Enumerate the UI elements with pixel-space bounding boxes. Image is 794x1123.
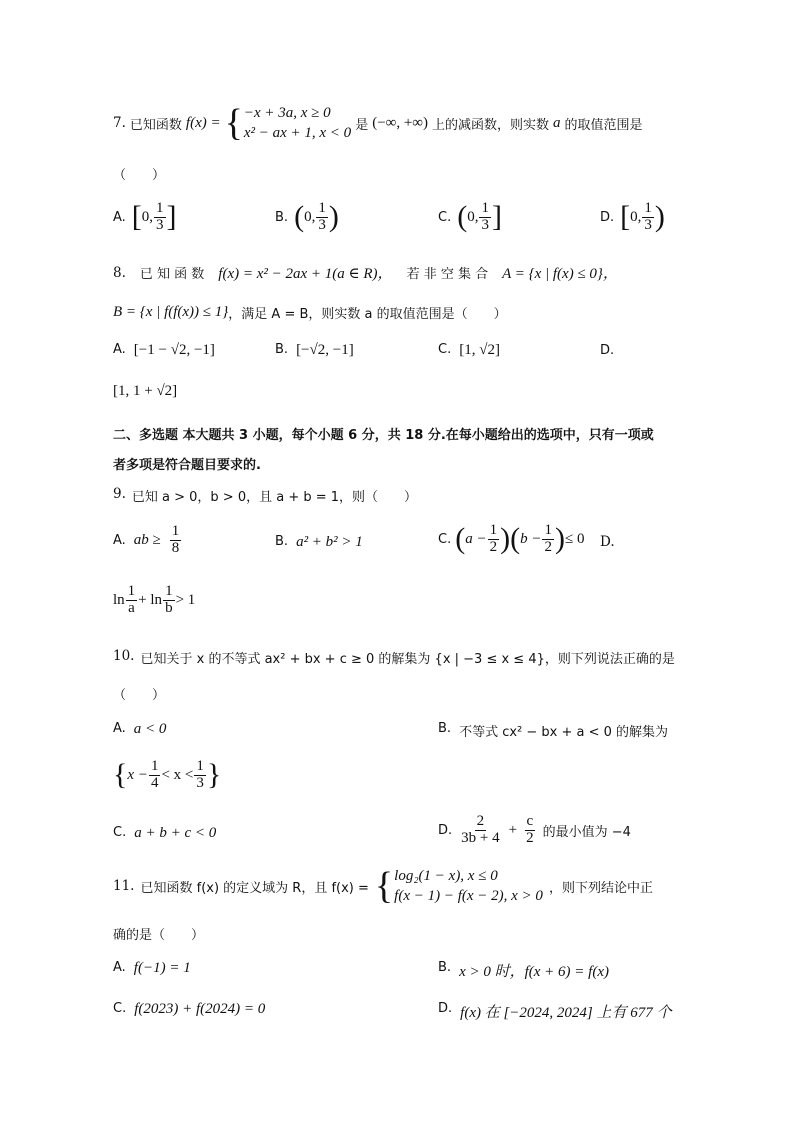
q8-option-c: C. [1, √2]: [438, 342, 500, 358]
q8-set-b: B = {x | f(f(x)) ≤ 1}: [113, 304, 229, 320]
section-2-line1: 二、多选题 本大题共 3 小题，每个小题 6 分，共 18 分.在每小题给出的选项中，只有一项或: [113, 428, 654, 443]
q9-option-d: ln $\frac{1}{a}$ + ln $\frac{1}{b}$ > 1: [113, 583, 196, 616]
q7-paren: （ ）: [113, 168, 166, 183]
q11-case1: log₂(1 − x), x ≤ 0: [394, 868, 498, 884]
q11-stem-line2: 确的是（ ）: [113, 928, 205, 943]
q7-case1: −x + 3a, x ≥ 0: [243, 105, 331, 121]
q7-tail2: 的取值范围是: [564, 117, 643, 133]
q8-set-a: A = {x | f(x) ≤ 0}，: [502, 266, 618, 282]
q8-option-b: B. [−√2, −1]: [275, 342, 354, 358]
q8-number: 8.: [113, 264, 126, 281]
q10-option-c: C. a + b + c < 0: [113, 825, 217, 841]
q10-stem: [113, 648, 675, 667]
q7-option-b: B. ( 0, $\frac{1}{3}$ ): [275, 199, 339, 233]
q11-lead: 已知函数 f(x) 的定义域为 R，且 f(x) =: [140, 880, 369, 896]
q7-interval: (−∞, +∞): [372, 114, 428, 131]
q10-paren: （ ）: [113, 688, 166, 703]
q7-var: a: [553, 114, 561, 131]
q8-tail: ，满足 A = B，则实数 a 的取值范围是（ ）: [228, 307, 507, 322]
q11-piecewise: { log₂(1 − x), x ≤ 0 f(x − 1) − f(x − 2), x > 0: [374, 865, 543, 908]
q11-case2: f(x − 1) − f(x − 2), x > 0: [394, 888, 543, 905]
q7-fx: f(x) =: [185, 114, 221, 131]
q8-option-a: A. [−1 − √2, −1]: [113, 342, 215, 358]
q11-tail: ，则下列结论中正: [548, 880, 653, 896]
q11-number: 11.: [113, 878, 135, 895]
q7-option-a: A. [ 0, $\frac{1}{3}$ ]: [113, 199, 177, 233]
q10-text: 已知关于 x 的不等式 ax² + bx + c ≥ 0 的解集为 {x | −3 ≤ x ≤ 4}，则下列说法正确的是: [140, 652, 675, 667]
q7-mid: 是: [355, 117, 369, 133]
q7-tail: 上的减函数，则实数: [432, 117, 550, 133]
q8-stem-line2: [113, 303, 507, 322]
q9-stem: [113, 486, 417, 505]
q7-option-c: C. ( 0, $\frac{1}{3}$ ]: [438, 199, 502, 233]
q9-option-b: B. a² + b² > 1: [275, 534, 363, 550]
q10-option-b: B. 不等式 cx² − bx + a < 0 的解集为: [438, 721, 669, 740]
q7-piecewise: { −x + 3a, x ≥ 0 x² − ax + 1, x < 0: [224, 102, 352, 145]
q10-number: 10.: [113, 648, 135, 664]
q7-option-d: D. [ 0, $\frac{1}{3}$ ): [600, 199, 665, 233]
q11-option-a: A. f(−1) = 1: [113, 960, 191, 976]
q9-option-d-label: D.: [600, 534, 615, 550]
section-2-line2: 者多项是符合题目要求的.: [113, 458, 261, 473]
q8-mid: 若 非 空 集 合: [406, 267, 489, 282]
q8-option-d: D.: [600, 343, 615, 358]
q9-text: 已知 a > 0，b > 0，且 a + b = 1，则（ ）: [131, 490, 418, 505]
q11-option-c: C. f(2023) + f(2024) = 0: [113, 1001, 266, 1017]
q9-option-a: A. ab ≥ $\frac{1}{8}$: [113, 523, 180, 556]
q9-option-c: C. ( a − $\frac{1}{2}$ ) ( b − $\frac{1}{2}$ ) ≤ 0: [438, 521, 585, 555]
q9-number: 9.: [113, 486, 126, 502]
q11-option-d: D. f(x) 在 [−2024, 2024] 上有 677 个: [438, 1001, 672, 1021]
q10-option-d: D. $\frac{2}{3b + 4}$ + $\frac{c}{2}$ 的最小值为 −4: [438, 813, 631, 846]
q7-lead: 已知函数: [129, 117, 182, 133]
q7-case2: x² − ax + 1, x < 0: [243, 125, 352, 142]
q8-stem-line1: [113, 262, 618, 283]
q11-option-b: B. x > 0 时，f(x + 6) = f(x): [438, 960, 609, 980]
q7-stem: [113, 103, 643, 144]
q10-option-a: A. a < 0: [113, 721, 167, 737]
q11-stem: [113, 866, 653, 907]
q8-option-d-value: [1, 1 + √2]: [113, 383, 178, 399]
q8-lead: 已 知 函 数: [139, 267, 205, 282]
q7-number: 7.: [113, 115, 126, 132]
q8-fx: f(x) = x² − 2ax + 1(a ∈ R)，: [218, 266, 393, 282]
q10-option-b-set: { x − $\frac{1}{4}$ < x < $\frac{1}{3}$ }: [113, 757, 222, 791]
